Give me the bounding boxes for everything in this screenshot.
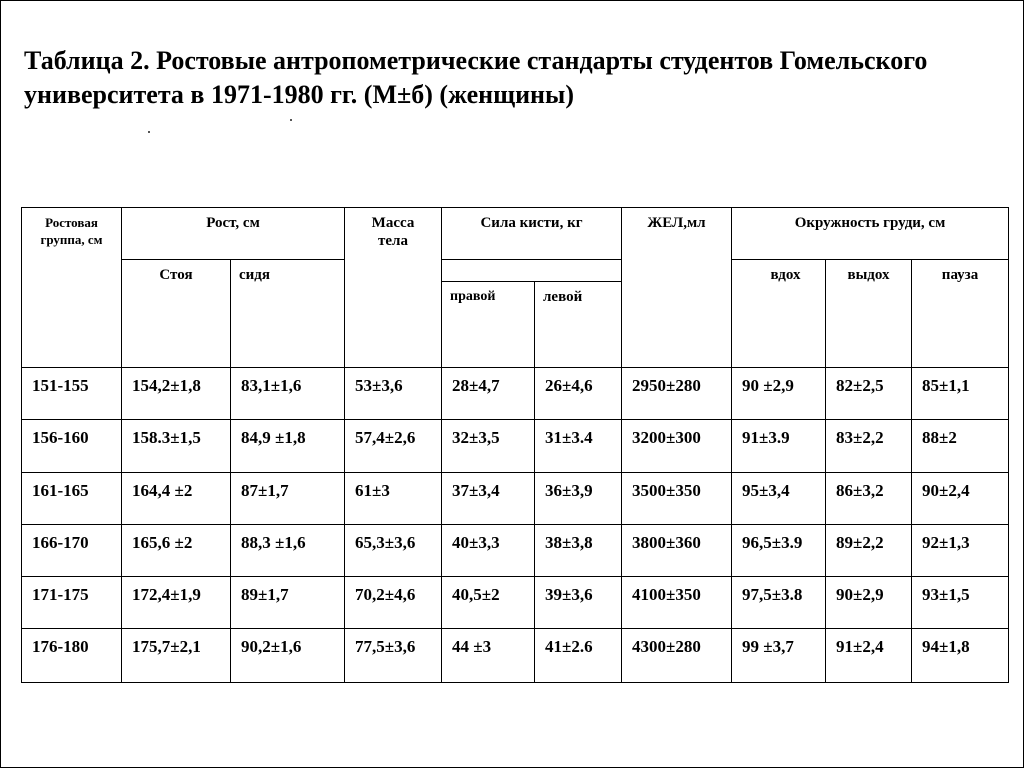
cell-standing: 172,4±1,9	[122, 576, 231, 628]
cell-vc: 3200±300	[622, 420, 732, 472]
header-grip: Сила кисти, кг	[442, 208, 622, 260]
header-chest: Окружность груди, см	[732, 208, 1009, 260]
cell-grip-right: 40±3,3	[442, 524, 535, 576]
header-exhale: выдох	[826, 260, 912, 368]
cell-vc: 2950±280	[622, 368, 732, 420]
cell-standing: 154,2±1,8	[122, 368, 231, 420]
cell-grip-left: 38±3,8	[535, 524, 622, 576]
cell-group: 156-160	[22, 420, 122, 472]
cell-mass: 65,3±3,6	[345, 524, 442, 576]
stray-dot	[290, 119, 292, 121]
cell-pause: 93±1,5	[912, 576, 1009, 628]
cell-grip-right: 37±3,4	[442, 472, 535, 524]
cell-group: 176-180	[22, 628, 122, 682]
cell-standing: 175,7±2,1	[122, 628, 231, 682]
cell-grip-left: 39±3,6	[535, 576, 622, 628]
cell-vc: 4300±280	[622, 628, 732, 682]
cell-pause: 88±2	[912, 420, 1009, 472]
cell-mass: 77,5±3,6	[345, 628, 442, 682]
cell-sitting: 84,9 ±1,8	[231, 420, 345, 472]
table-row	[22, 368, 1009, 420]
cell-mass: 61±3	[345, 472, 442, 524]
table-row	[22, 420, 1009, 472]
cell-pause: 92±1,3	[912, 524, 1009, 576]
cell-group: 151-155	[22, 368, 122, 420]
anthropometric-table	[21, 207, 1009, 683]
header-group: Ростовая группа, см	[22, 208, 122, 368]
stray-dot	[148, 131, 150, 133]
table-row	[22, 524, 1009, 576]
cell-inhale: 90 ±2,9	[732, 368, 826, 420]
cell-sitting: 83,1±1,6	[231, 368, 345, 420]
cell-standing: 158.3±1,5	[122, 420, 231, 472]
cell-inhale: 97,5±3.8	[732, 576, 826, 628]
header-sitting: сидя	[231, 260, 345, 368]
page-title: Таблица 2. Ростовые антропометрические стандарты студентов Гомельского университета в 1971-1980 гг. (М±б) (женщины)	[24, 46, 928, 109]
cell-sitting: 88,3 ±1,6	[231, 524, 345, 576]
cell-exhale: 91±2,4	[826, 628, 912, 682]
grip-spacer	[442, 260, 622, 282]
table-row	[22, 576, 1009, 628]
cell-inhale: 99 ±3,7	[732, 628, 826, 682]
cell-inhale: 96,5±3.9	[732, 524, 826, 576]
cell-sitting: 90,2±1,6	[231, 628, 345, 682]
cell-standing: 164,4 ±2	[122, 472, 231, 524]
cell-grip-right: 44 ±3	[442, 628, 535, 682]
cell-inhale: 95±3,4	[732, 472, 826, 524]
cell-grip-left: 36±3,9	[535, 472, 622, 524]
cell-standing: 165,6 ±2	[122, 524, 231, 576]
cell-exhale: 89±2,2	[826, 524, 912, 576]
cell-exhale: 86±3,2	[826, 472, 912, 524]
cell-group: 171-175	[22, 576, 122, 628]
cell-sitting: 87±1,7	[231, 472, 345, 524]
table-row	[22, 472, 1009, 524]
header-standing: Стоя	[122, 260, 231, 368]
header-mass: Масса тела	[345, 208, 442, 368]
header-right: правой	[442, 282, 535, 368]
cell-grip-left: 41±2.6	[535, 628, 622, 682]
cell-grip-right: 40,5±2	[442, 576, 535, 628]
header-vc: ЖЕЛ,мл	[622, 208, 732, 368]
cell-group: 166-170	[22, 524, 122, 576]
header-height: Рост, см	[122, 208, 345, 260]
cell-mass: 70,2±4,6	[345, 576, 442, 628]
cell-vc: 4100±350	[622, 576, 732, 628]
cell-vc: 3500±350	[622, 472, 732, 524]
table-row	[22, 628, 1009, 682]
cell-inhale: 91±3.9	[732, 420, 826, 472]
cell-sitting: 89±1,7	[231, 576, 345, 628]
cell-exhale: 82±2,5	[826, 368, 912, 420]
header-inhale: вдох	[732, 260, 826, 368]
cell-grip-left: 31±3.4	[535, 420, 622, 472]
cell-group: 161-165	[22, 472, 122, 524]
cell-pause: 85±1,1	[912, 368, 1009, 420]
cell-grip-right: 28±4,7	[442, 368, 535, 420]
cell-exhale: 83±2,2	[826, 420, 912, 472]
header-pause: пауза	[912, 260, 1009, 368]
cell-vc: 3800±360	[622, 524, 732, 576]
cell-mass: 57,4±2,6	[345, 420, 442, 472]
cell-exhale: 90±2,9	[826, 576, 912, 628]
cell-grip-right: 32±3,5	[442, 420, 535, 472]
cell-pause: 90±2,4	[912, 472, 1009, 524]
header-left: левой	[535, 282, 622, 368]
cell-grip-left: 26±4,6	[535, 368, 622, 420]
cell-pause: 94±1,8	[912, 628, 1009, 682]
cell-mass: 53±3,6	[345, 368, 442, 420]
